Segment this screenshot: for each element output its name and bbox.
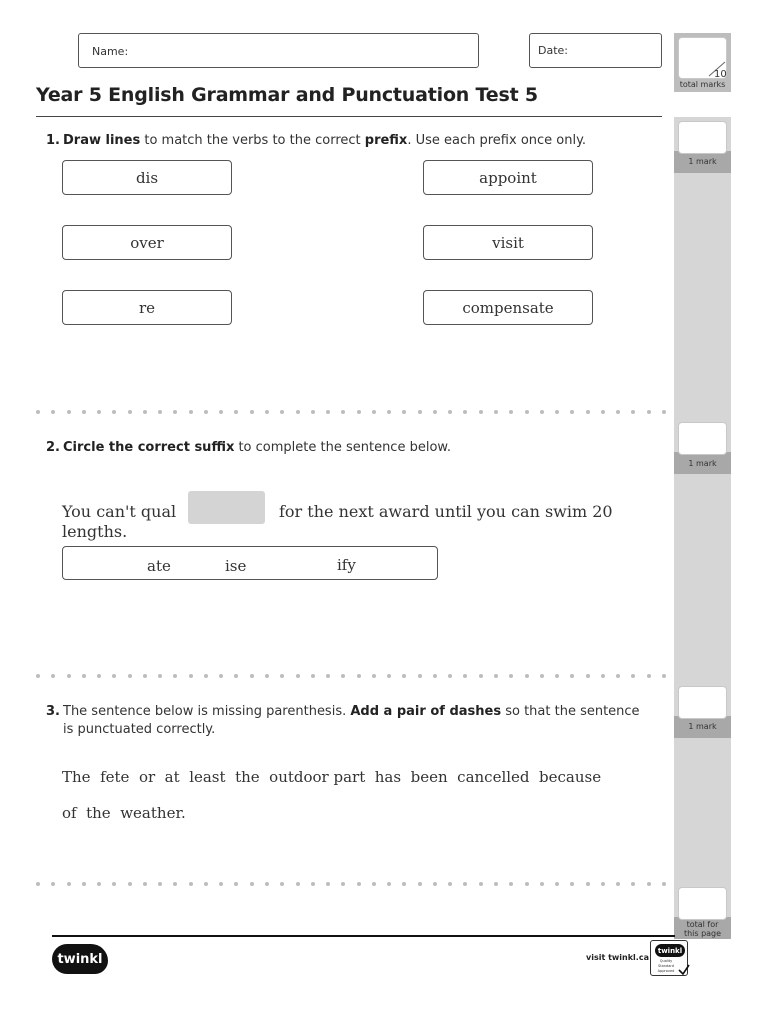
divider-dot (143, 882, 147, 886)
divider-dot (433, 882, 437, 886)
page-total-label-1: total for (686, 920, 719, 929)
divider-dot (204, 674, 208, 678)
divider-dot (555, 882, 559, 886)
divider-dot (601, 410, 605, 414)
divider-dot (463, 410, 467, 414)
divider-dot (662, 674, 666, 678)
divider-dot (326, 410, 330, 414)
divider-dot (112, 674, 116, 678)
divider-dot (402, 882, 406, 886)
quality-badge (650, 940, 688, 976)
divider-dot (36, 410, 40, 414)
verb-box-visit[interactable]: visit (423, 225, 593, 260)
divider-dot (296, 410, 300, 414)
divider-dot (189, 410, 193, 414)
divider-dot (601, 882, 605, 886)
divider-dot (82, 882, 86, 886)
divider-dot (586, 410, 590, 414)
q1-instruction: Draw lines to match the verbs to the correct prefix. Use each prefix once only. (63, 133, 587, 148)
total-marks-value: 10 (714, 69, 727, 80)
q3-mark-label: 1 mark (688, 722, 717, 731)
suffix-options-box (62, 546, 438, 580)
badge-logo: twinkl (655, 944, 685, 957)
divider-dot (372, 882, 376, 886)
divider-dot (280, 674, 284, 678)
divider-dot (494, 882, 498, 886)
divider-dot (219, 674, 223, 678)
divider-dot (234, 882, 238, 886)
suffix-option-ise[interactable]: ise (225, 557, 247, 575)
divider-dot (586, 882, 590, 886)
divider-dot (463, 882, 467, 886)
divider-dot (341, 410, 345, 414)
divider-dot (173, 674, 177, 678)
divider-dot (509, 674, 513, 678)
divider-dot (418, 410, 422, 414)
q2-gap-box[interactable] (188, 491, 265, 524)
divider-dot (494, 410, 498, 414)
divider-dot (128, 882, 132, 886)
divider-dot (448, 410, 452, 414)
divider-dot (418, 882, 422, 886)
divider-dot (525, 674, 529, 678)
divider-dot (36, 674, 40, 678)
divider-dot (570, 674, 574, 678)
divider-dot (82, 410, 86, 414)
page-total-box[interactable] (678, 887, 727, 920)
divider-dot (601, 674, 605, 678)
divider-dot (296, 882, 300, 886)
divider-dot (357, 882, 361, 886)
divider-dot (143, 674, 147, 678)
divider-dot (387, 410, 391, 414)
divider-dot (525, 882, 529, 886)
divider-dot (647, 410, 651, 414)
divider-dot (357, 410, 361, 414)
divider-dot (51, 674, 55, 678)
prefix-box-dis[interactable]: dis (62, 160, 232, 195)
divider-dot (616, 410, 620, 414)
divider-dot (280, 882, 284, 886)
page-title: Year 5 English Grammar and Punctuation Test 5 (36, 84, 538, 106)
date-label: Date: (538, 44, 568, 57)
q2-sentence-start: You can't qual (62, 502, 177, 521)
divider-dot (570, 410, 574, 414)
section-divider-1 (36, 410, 666, 416)
divider-dot (36, 882, 40, 886)
divider-dot (509, 410, 513, 414)
divider-dot (418, 674, 422, 678)
divider-dot (311, 674, 315, 678)
footer-divider (52, 935, 675, 937)
divider-dot (67, 882, 71, 886)
q2-sentence-end: for the next award until you can swim 20 (279, 502, 613, 521)
prefix-box-over[interactable]: over (62, 225, 232, 260)
suffix-option-ify[interactable]: ify (337, 556, 356, 574)
q1-number: 1. (46, 133, 60, 148)
divider-dot (662, 410, 666, 414)
divider-dot (448, 674, 452, 678)
verb-box-compensate[interactable]: compensate (423, 290, 593, 325)
divider-dot (204, 882, 208, 886)
divider-dot (250, 674, 254, 678)
divider-dot (616, 674, 620, 678)
divider-dot (234, 410, 238, 414)
divider-dot (525, 410, 529, 414)
divider-dot (555, 410, 559, 414)
divider-dot (647, 882, 651, 886)
q3-instruction: The sentence below is missing parenthesis. Add a pair of dashes so that the sentence (63, 704, 640, 719)
divider-dot (357, 674, 361, 678)
divider-dot (616, 882, 620, 886)
divider-dot (173, 882, 177, 886)
q1-mark-box[interactable] (678, 121, 727, 154)
divider-dot (448, 882, 452, 886)
q2-sentence-wrap: lengths. (62, 522, 128, 541)
prefix-box-re[interactable]: re (62, 290, 232, 325)
divider-dot (112, 410, 116, 414)
divider-dot (509, 882, 513, 886)
divider-dot (662, 882, 666, 886)
divider-dot (540, 882, 544, 886)
visit-link[interactable]: visit twinkl.ca (586, 953, 649, 962)
divider-dot (540, 410, 544, 414)
divider-dot (311, 410, 315, 414)
divider-dot (143, 410, 147, 414)
divider-dot (402, 410, 406, 414)
divider-dot (189, 882, 193, 886)
divider-dot (234, 674, 238, 678)
divider-dot (631, 410, 635, 414)
q2-number: 2. (46, 440, 60, 455)
q3-sentence-line1: The fete or at least the outdoor part has been cancelled because (62, 768, 602, 786)
divider-dot (494, 674, 498, 678)
badge-subtext: Quality Standard Approved (657, 959, 675, 973)
divider-dot (372, 674, 376, 678)
divider-dot (463, 674, 467, 678)
name-field[interactable] (78, 33, 479, 68)
divider-dot (158, 674, 162, 678)
divider-dot (326, 674, 330, 678)
marks-margin (674, 117, 731, 939)
divider-dot (219, 882, 223, 886)
divider-dot (67, 410, 71, 414)
divider-dot (67, 674, 71, 678)
divider-dot (204, 410, 208, 414)
divider-dot (586, 674, 590, 678)
divider-dot (158, 410, 162, 414)
divider-dot (341, 674, 345, 678)
divider-dot (51, 410, 55, 414)
divider-dot (250, 882, 254, 886)
divider-dot (97, 674, 101, 678)
name-label: Name: (92, 45, 129, 58)
total-marks-box[interactable] (678, 37, 727, 79)
divider-dot (433, 674, 437, 678)
divider-dot (97, 410, 101, 414)
divider-dot (97, 882, 101, 886)
divider-dot (479, 882, 483, 886)
q1-mark-label: 1 mark (688, 157, 717, 166)
divider-dot (112, 882, 116, 886)
q3-mark-box[interactable] (678, 686, 727, 719)
divider-dot (296, 674, 300, 678)
divider-dot (82, 674, 86, 678)
divider-dot (341, 882, 345, 886)
divider-dot (631, 882, 635, 886)
divider-dot (265, 410, 269, 414)
twinkl-logo: twinkl (52, 944, 108, 974)
section-divider-3 (36, 882, 666, 888)
divider-dot (265, 882, 269, 886)
divider-dot (647, 674, 651, 678)
divider-dot (479, 674, 483, 678)
q3-instruction-wrap: is punctuated correctly. (63, 722, 216, 737)
q3-sentence-line2: of the weather. (62, 804, 186, 822)
divider-dot (326, 882, 330, 886)
divider-dot (311, 882, 315, 886)
divider-dot (173, 410, 177, 414)
divider-dot (387, 882, 391, 886)
divider-dot (555, 674, 559, 678)
divider-dot (280, 410, 284, 414)
divider-dot (402, 674, 406, 678)
suffix-option-ate[interactable]: ate (147, 557, 171, 575)
divider-dot (372, 410, 376, 414)
q2-mark-box[interactable] (678, 422, 727, 455)
divider-dot (433, 410, 437, 414)
divider-dot (570, 882, 574, 886)
divider-dot (128, 410, 132, 414)
section-divider-2 (36, 674, 666, 680)
checkmark-icon (677, 963, 691, 977)
divider-dot (189, 674, 193, 678)
divider-dot (479, 410, 483, 414)
total-marks-label: total marks (679, 80, 726, 89)
q2-mark-label: 1 mark (688, 459, 717, 468)
q2-instruction: Circle the correct suffix to complete the sentence below. (63, 440, 451, 455)
divider-dot (265, 674, 269, 678)
divider-dot (158, 882, 162, 886)
divider-dot (219, 410, 223, 414)
q3-number: 3. (46, 704, 60, 719)
total-marks-panel (674, 33, 731, 92)
divider-dot (387, 674, 391, 678)
page-total-label-2: this page (683, 929, 722, 938)
divider-dot (250, 410, 254, 414)
divider-dot (51, 882, 55, 886)
verb-box-appoint[interactable]: appoint (423, 160, 593, 195)
divider-dot (128, 674, 132, 678)
divider-dot (540, 674, 544, 678)
title-divider (36, 116, 662, 117)
divider-dot (631, 674, 635, 678)
